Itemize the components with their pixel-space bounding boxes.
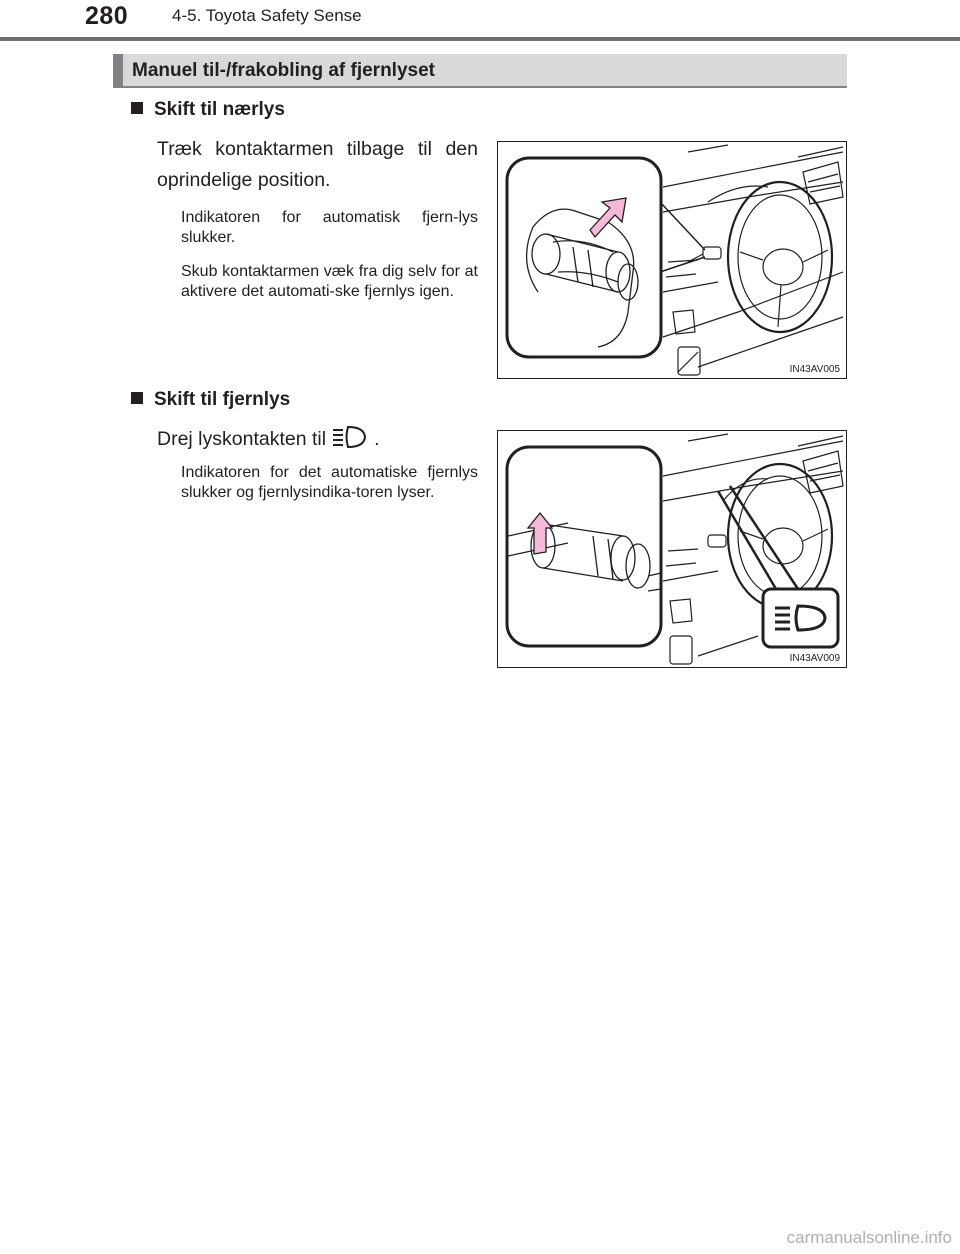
watermark: carmanualsonline.info: [786, 1228, 952, 1247]
high-beam-heading: [131, 389, 290, 411]
high-beam-instruction: [157, 424, 478, 460]
high-beam-note: Indikatoren for det automatiske fjernlys slukker og fjernlysindika-toren lyser.: [181, 464, 478, 501]
low-beam-instruction: Træk kontaktarmen tilbage til den oprindelige position.: [157, 138, 478, 191]
low-beam-heading: [131, 99, 285, 121]
header-rule: [0, 37, 960, 41]
running-head: 4-5. Toyota Safety Sense: [172, 6, 362, 25]
lever-pull-illustration: [498, 142, 848, 380]
low-beam-heading-text: Skift til nærlys: [154, 99, 285, 120]
high-beam-figure-code: IN43AV009: [789, 653, 840, 664]
bullet-square-icon: [131, 392, 143, 404]
high-beam-instruction-prefix: Drej lyskontakten til: [157, 428, 327, 450]
section-title: Manuel til-/frakobling af fjernlyset: [132, 60, 435, 81]
low-beam-note-1: Indikatoren for automatisk fjern-lys slukker.: [181, 209, 478, 246]
high-beam-instruction-suffix: .: [374, 428, 380, 450]
page-number: 280: [85, 2, 129, 30]
low-beam-figure: [497, 141, 847, 379]
low-beam-note-2: Skub kontaktarmen væk fra dig selv for at aktivere det automati-ske fjernlys igen.: [181, 263, 478, 300]
high-beam-icon: [330, 424, 370, 460]
low-beam-figure-code: IN43AV005: [789, 364, 840, 375]
high-beam-heading-text: Skift til fjernlys: [154, 389, 291, 410]
lever-push-illustration: [498, 431, 848, 669]
bullet-square-icon: [131, 102, 143, 114]
high-beam-figure: [497, 430, 847, 668]
section-title-bar: [113, 54, 847, 88]
section-title-accent: [113, 54, 123, 86]
